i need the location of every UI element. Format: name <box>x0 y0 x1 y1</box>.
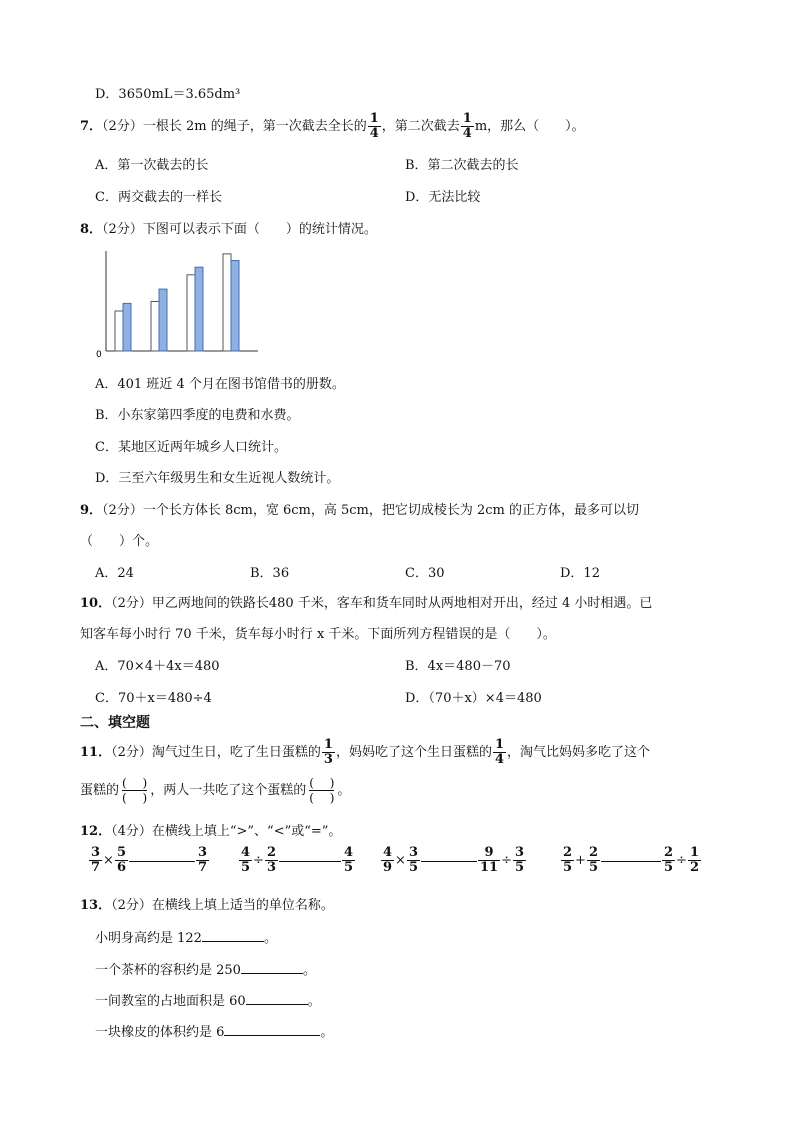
q9-option-a: A．24 <box>95 566 134 581</box>
question-number: 7． <box>80 119 103 134</box>
q7-option-d: D．无法比较 <box>405 190 481 205</box>
q7-option-c: C．两交截去的一样长 <box>95 190 222 205</box>
answer-blank[interactable] <box>224 1035 320 1036</box>
question-number: 11． <box>80 745 112 760</box>
bar-series2-4 <box>231 261 239 351</box>
origin-label: 0 <box>96 350 102 360</box>
answer-line[interactable] <box>129 860 195 862</box>
q8-option-b: B．小东家第四季度的电费和水费。 <box>95 408 300 423</box>
fraction: $\frac{1}{3}$ <box>323 737 333 767</box>
question-7 <box>80 112 585 141</box>
comparison-2: $\frac{4}{5}$ ÷ $\frac{2}{3}$ $\frac{4}{5}$ <box>241 845 354 875</box>
question-9 <box>80 499 639 518</box>
question-text: ，淘气比妈妈多吃了这个 <box>507 745 651 760</box>
question-11 <box>80 738 650 767</box>
q13-line-4: 一块橡皮的体积约是 6 。 <box>95 1025 334 1040</box>
fraction: $\frac{1}{4}$ <box>369 111 379 141</box>
question-8 <box>80 218 377 237</box>
comparison-4: $\frac{2}{5}$ + $\frac{2}{5}$ $\frac{2}{5}$ ÷ $\frac{1}{2}$ <box>563 845 699 875</box>
question-number: 10． <box>80 596 112 611</box>
comparison-1: $\frac{3}{7}$ × $\frac{5}{6}$ $\frac{3}{7}$ <box>91 845 208 875</box>
q10-option-c: C．70＋x＝480÷4 <box>95 691 212 706</box>
answer-blank[interactable] <box>241 973 303 974</box>
bar-series1-2 <box>151 301 159 351</box>
section-heading: 二、填空题 <box>80 715 150 731</box>
question-number: 12． <box>80 824 112 839</box>
bar-series2-2 <box>159 289 167 351</box>
q9-option-d: D．12 <box>560 566 600 581</box>
q8-option-a: A．401 班近 4 个月在图书馆借书的册数。 <box>95 377 345 392</box>
question-score: （2分） <box>102 503 143 518</box>
q10-option-d: D．（70＋x）×4＝480 <box>405 691 542 706</box>
q13-line-1: 小明身高约是 122 。 <box>95 931 277 946</box>
bar-series1-4 <box>223 254 231 351</box>
question-text: 在横线上填上“>”、“<”或“=”。 <box>151 824 342 839</box>
question-number: 8． <box>80 222 103 237</box>
question-12 <box>80 820 341 839</box>
question-number: 13． <box>80 898 112 913</box>
bar-series1-3 <box>187 275 195 351</box>
question-text: 一个长方体长 8cm，宽 6cm，高 5cm，把它切成棱长为 2cm 的正方体，最多可以切 <box>142 503 640 518</box>
question-text: 一根长 2m 的绳子，第一次截去全长的 <box>142 119 367 134</box>
answer-fraction-blank[interactable]: $\frac{( )}{( )}$ <box>309 776 335 805</box>
q13-line-3: 一间教室的占地面积是 60 。 <box>95 994 321 1009</box>
question-text: 淘气过生日，吃了生日蛋糕的 <box>151 745 321 760</box>
bar-series1-1 <box>115 311 123 351</box>
bar-chart <box>90 245 265 360</box>
question-score: （2分） <box>111 745 152 760</box>
question-10-line2: 知客车每小时行 70 千米，货车每小时行 x 千米。下面所列方程错误的是（ ）。 <box>80 627 556 642</box>
q10-option-b: B．4x＝480－70 <box>405 659 511 674</box>
question-13 <box>80 894 334 913</box>
question-text: 蛋糕的 <box>80 783 120 798</box>
q9-option-c: C．30 <box>405 566 445 581</box>
question-score: （2分） <box>111 596 152 611</box>
question-text: 在横线上填上适当的单位名称。 <box>151 898 334 913</box>
q13-line-2: 一个茶杯的容积约是 250 。 <box>95 963 316 978</box>
question-text: 。 <box>337 783 351 798</box>
answer-fraction-blank[interactable]: $\frac{( )}{( )}$ <box>122 776 148 805</box>
question-score: （2分） <box>111 898 152 913</box>
bar-series2-3 <box>195 267 203 351</box>
fraction: $\frac{1}{4}$ <box>462 111 472 141</box>
question-text: 下图可以表示下面（ ）的统计情况。 <box>142 222 377 237</box>
q10-option-a: A．70×4＋4x＝480 <box>95 659 220 674</box>
q8-option-c: C．某地区近两年城乡人口统计。 <box>95 440 287 455</box>
q7-option-a: A．第一次截去的长 <box>95 158 209 173</box>
answer-line[interactable] <box>421 860 477 862</box>
answer-blank[interactable] <box>202 941 264 942</box>
q7-option-b: B．第二次截去的长 <box>405 158 519 173</box>
question-9-line2: （ ）个。 <box>80 534 159 549</box>
fraction: $\frac{1}{4}$ <box>494 737 504 767</box>
question-text: ，第二次截去 <box>381 119 460 134</box>
question-text: ，妈妈吃了这个生日蛋糕的 <box>335 745 492 760</box>
q6-option-d: D．3650mL＝3.65dm³ <box>95 87 241 102</box>
q9-option-b: B．36 <box>250 566 290 581</box>
bar-series2-1 <box>123 303 131 351</box>
answer-line[interactable] <box>601 860 661 862</box>
question-score: （2分） <box>102 222 143 237</box>
question-11-line2 <box>80 776 350 805</box>
question-text: 甲乙两地间的铁路长480 千米，客车和货车同时从两地相对开出，经过 4 小时相遇。已 <box>151 596 653 611</box>
question-score: （2分） <box>102 119 143 134</box>
comparison-3: $\frac{4}{9}$ × $\frac{3}{5}$ $\frac{9}{11}$ ÷ $\frac{3}{5}$ <box>383 845 525 875</box>
question-score: （4分） <box>111 824 152 839</box>
question-text: ，两人一共吃了这个蛋糕的 <box>150 783 307 798</box>
q8-option-d: D．三至六年级男生和女生近视人数统计。 <box>95 471 340 486</box>
answer-blank[interactable] <box>246 1004 308 1005</box>
question-text: m，那么（ ）。 <box>474 119 585 134</box>
answer-line[interactable] <box>279 860 341 862</box>
question-number: 9． <box>80 503 103 518</box>
question-10 <box>80 592 652 611</box>
